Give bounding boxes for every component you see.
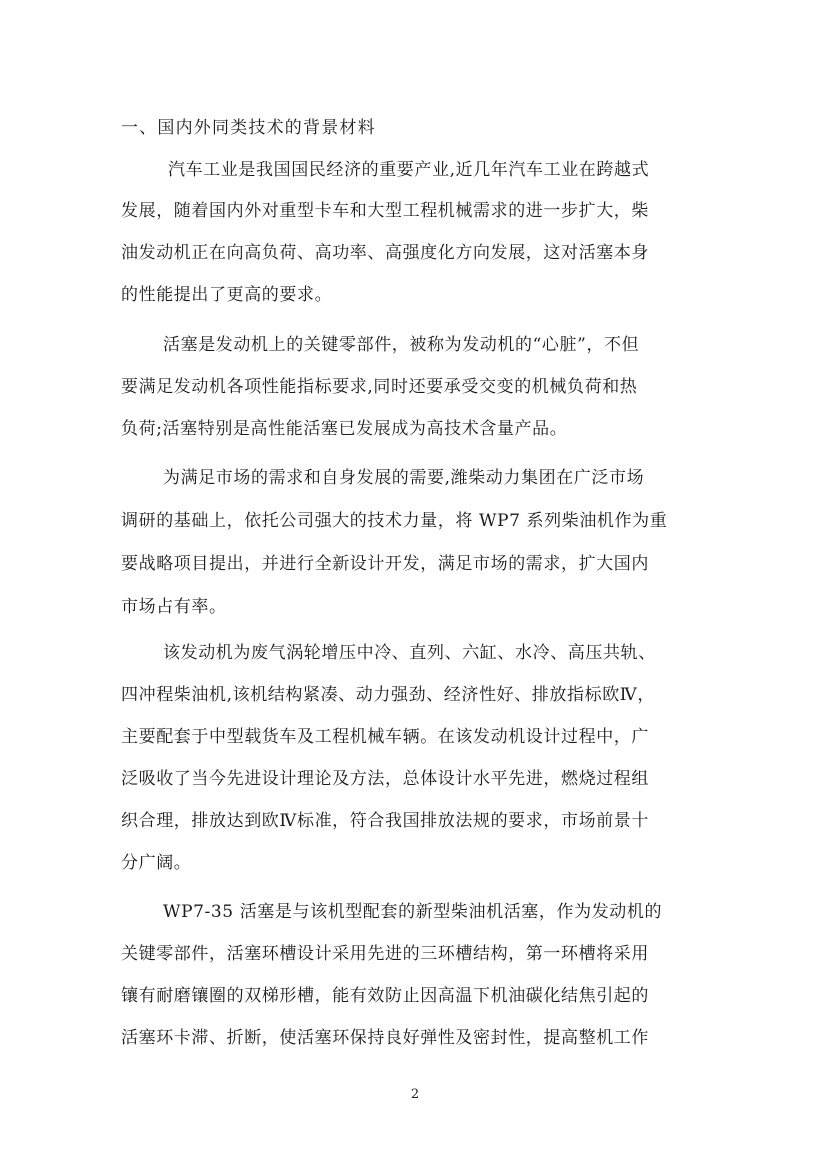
text-line: 负荷;活塞特别是高性能活塞已发展成为高技术含量产品。 <box>121 419 568 439</box>
text-line: 为满足市场的需求和自身发展的需要,潍柴动力集团在广泛市场 <box>163 468 645 488</box>
text-line: 活塞环卡滞、折断，使活塞环保持良好弹性及密封性，提高整机工作 <box>121 1028 649 1048</box>
text-line: 四冲程柴油机,该机结构紧凑、动力强劲、经济性好、排放指标欧Ⅳ， <box>121 685 655 705</box>
text-line: WP7-35 活塞是与该机型配套的新型柴油机活塞，作为发动机的 <box>163 902 663 922</box>
page-number: 2 <box>410 1087 420 1102</box>
text-line: 泛吸收了当今先进设计理论及方法，总体设计水平先进，燃烧过程组 <box>121 769 649 789</box>
text-line: 的性能提出了更高的要求。 <box>121 285 333 305</box>
section-heading: 一、国内外同类技术的背景材料 <box>121 118 376 138</box>
text-line: 要战略项目提出，并进行全新设计开发，满足市场的需求，扩大国内 <box>121 554 649 574</box>
text-line: 活塞是发动机上的关键零部件，被称为发动机的“心脏”，不但 <box>163 335 640 355</box>
text-line: 调研的基础上，依托公司强大的技术力量，将 WP7 系列柴油机作为重 <box>121 511 668 531</box>
text-line: 发展，随着国内外对重型卡车和大型工程机械需求的进一步扩大，柴 <box>121 201 649 221</box>
text-line: 汽车工业是我国国民经济的重要产业,近几年汽车工业在跨越式 <box>168 160 650 180</box>
text-line: 市场占有率。 <box>121 597 227 617</box>
text-line: 关键零部件，活塞环槽设计采用先进的三环槽结构，第一环槽将采用 <box>121 944 649 964</box>
text-line: 主要配套于中型载货车及工程机械车辆。在该发动机设计过程中，广 <box>121 727 649 747</box>
text-line: 要满足发动机各项性能指标要求,同时还要承受交变的机械负荷和热 <box>121 377 638 397</box>
text-line: 油发动机正在向高负荷、高功率、高强度化方向发展，这对活塞本身 <box>121 243 649 263</box>
text-line: 该发动机为废气涡轮增压中冷、直列、六缸、水冷、高压共轨、 <box>163 643 656 663</box>
text-line: 分广阔。 <box>121 853 192 873</box>
text-line: 织合理，排放达到欧Ⅳ标准，符合我国排放法规的要求，市场前景十 <box>121 811 649 831</box>
text-line: 镶有耐磨镶圈的双梯形槽，能有效防止因高温下机油碳化结焦引起的 <box>121 986 649 1006</box>
